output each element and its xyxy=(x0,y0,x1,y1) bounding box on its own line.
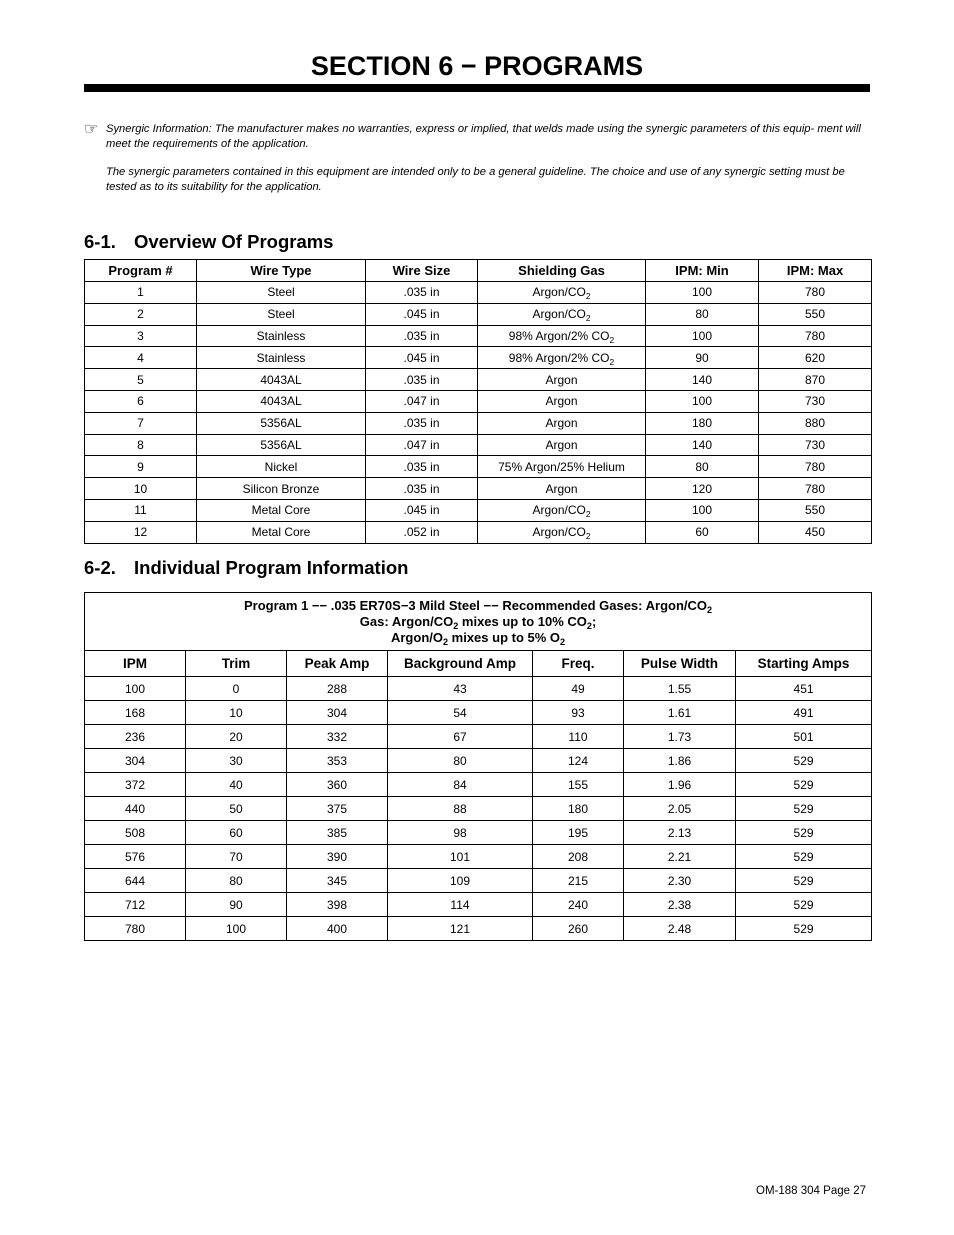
table-cell: 2.13 xyxy=(624,821,736,845)
table-cell: 870 xyxy=(759,369,872,391)
table-cell: 9 xyxy=(85,456,197,478)
table-cell: 215 xyxy=(533,869,624,893)
table-cell: 121 xyxy=(388,917,533,941)
table-cell: 491 xyxy=(736,701,872,725)
column-header: Wire Size xyxy=(366,260,478,282)
table-cell: 195 xyxy=(533,821,624,845)
table-cell: 529 xyxy=(736,773,872,797)
table-cell: 90 xyxy=(646,347,759,369)
table-cell: 98% Argon/2% $CO_2$ xyxy=(478,347,646,369)
table-cell: 90 xyxy=(186,893,287,917)
table-cell: 390 xyxy=(287,845,388,869)
table-cell: 80 xyxy=(646,303,759,325)
column-header: IPM: Max xyxy=(759,260,872,282)
table-cell: 101 xyxy=(388,845,533,869)
table-row xyxy=(85,347,872,369)
table-cell: 67 xyxy=(388,725,533,749)
table-cell: .035 in xyxy=(366,369,478,391)
table-cell: 12 xyxy=(85,521,197,543)
table-cell: 88 xyxy=(388,797,533,821)
note-paragraph-1: Synergic Information: The manufacturer makes no warranties, express or implied, that welds made using the synergic parameters of this equip- ment will meet the requirements of the application. xyxy=(106,123,861,150)
table-row xyxy=(85,369,872,391)
note-paragraph-2: The synergic parameters contained in this equipment are intended only to be a general guideline. The choice and use of any synergic setting must be tested as to its suitability for the application. xyxy=(106,166,845,193)
section-title: Individual Program Information xyxy=(134,557,409,578)
table-cell: 5356AL xyxy=(197,412,366,434)
section-heading-individual xyxy=(84,557,408,579)
column-header: Wire Type xyxy=(197,260,366,282)
table-row xyxy=(85,521,872,543)
table-row xyxy=(85,325,872,347)
table-cell: 100 xyxy=(646,499,759,521)
table-cell: 40 xyxy=(186,773,287,797)
table-cell: 4043AL xyxy=(197,390,366,412)
table-cell: 288 xyxy=(287,677,388,701)
table-cell: 2.21 xyxy=(624,845,736,869)
table-row xyxy=(85,456,872,478)
table-cell: 712 xyxy=(85,893,186,917)
table-cell: 780 xyxy=(85,917,186,941)
table-cell: Steel xyxy=(197,303,366,325)
table-cell: 110 xyxy=(533,725,624,749)
table-cell: 98% Argon/2% $CO_2$ xyxy=(478,325,646,347)
table-cell: 60 xyxy=(186,821,287,845)
table-cell: 140 xyxy=(646,369,759,391)
table-cell: 155 xyxy=(533,773,624,797)
table-cell: 6 xyxy=(85,390,197,412)
table-row xyxy=(85,478,872,500)
table-cell: 730 xyxy=(759,434,872,456)
table-cell: Argon xyxy=(478,390,646,412)
table-cell: 140 xyxy=(646,434,759,456)
table-cell: .045 in xyxy=(366,499,478,521)
table-cell: 10 xyxy=(186,701,287,725)
table-cell: 260 xyxy=(533,917,624,941)
table-row xyxy=(85,725,872,749)
table-cell: Argon xyxy=(478,369,646,391)
column-header: Program # xyxy=(85,260,197,282)
table-row xyxy=(85,845,872,869)
table-cell: 375 xyxy=(287,797,388,821)
section-number: 6-1. xyxy=(84,231,116,252)
table-cell: 180 xyxy=(533,797,624,821)
table-cell: 529 xyxy=(736,917,872,941)
table-cell: Stainless xyxy=(197,325,366,347)
table-cell: 730 xyxy=(759,390,872,412)
column-header: Pulse Width xyxy=(624,651,736,677)
table-row xyxy=(85,893,872,917)
column-header: Shielding Gas xyxy=(478,260,646,282)
table-header-row xyxy=(85,651,872,677)
synergic-note xyxy=(84,122,870,195)
table-cell: .047 in xyxy=(366,390,478,412)
column-header: Peak Amp xyxy=(287,651,388,677)
section-title: Overview Of Programs xyxy=(134,231,334,252)
table-cell: 7 xyxy=(85,412,197,434)
table-cell: 2.30 xyxy=(624,869,736,893)
column-header: Background Amp xyxy=(388,651,533,677)
table-cell: Silicon Bronze xyxy=(197,478,366,500)
table-cell: 49 xyxy=(533,677,624,701)
table-cell: 450 xyxy=(759,521,872,543)
column-header: IPM xyxy=(85,651,186,677)
table-cell: 80 xyxy=(186,869,287,893)
table-row xyxy=(85,412,872,434)
table-cell: 43 xyxy=(388,677,533,701)
table-cell: 80 xyxy=(388,749,533,773)
table-row xyxy=(85,797,872,821)
column-header: Freq. xyxy=(533,651,624,677)
table-cell: 100 xyxy=(646,390,759,412)
table-cell: 80 xyxy=(646,456,759,478)
table-cell: 84 xyxy=(388,773,533,797)
table-cell: Stainless xyxy=(197,347,366,369)
table-cell: 332 xyxy=(287,725,388,749)
table-cell: 550 xyxy=(759,499,872,521)
pointing-hand-icon: ☞ xyxy=(84,121,99,138)
table-cell: Argon/$CO_2$ xyxy=(478,282,646,304)
table-cell: 780 xyxy=(759,282,872,304)
title-rule xyxy=(84,84,870,92)
caption-line: Gas: Argon/$CO_2$ mixes up to 10% $CO_2$; xyxy=(359,613,597,631)
table-cell: 780 xyxy=(759,325,872,347)
table-row xyxy=(85,917,872,941)
overview-table xyxy=(84,259,872,544)
table-cell: .052 in xyxy=(366,521,478,543)
table-row xyxy=(85,499,872,521)
table-cell: Metal Core xyxy=(197,521,366,543)
table-cell: .035 in xyxy=(366,325,478,347)
table-cell: 2.05 xyxy=(624,797,736,821)
table-cell: 0 xyxy=(186,677,287,701)
table-row xyxy=(85,821,872,845)
table-cell: 780 xyxy=(759,456,872,478)
table-cell: 398 xyxy=(287,893,388,917)
table-cell: 880 xyxy=(759,412,872,434)
table-cell: 780 xyxy=(759,478,872,500)
table-cell: Metal Core xyxy=(197,499,366,521)
table-row xyxy=(85,677,872,701)
table-caption-row xyxy=(85,593,872,651)
table-cell: 4 xyxy=(85,347,197,369)
table-row xyxy=(85,701,872,725)
table-row xyxy=(85,773,872,797)
table-cell: 93 xyxy=(533,701,624,725)
table-cell: 644 xyxy=(85,869,186,893)
table-cell: 100 xyxy=(646,325,759,347)
table-cell: 60 xyxy=(646,521,759,543)
table-cell: .047 in xyxy=(366,434,478,456)
table-cell: 1.73 xyxy=(624,725,736,749)
table-cell: 508 xyxy=(85,821,186,845)
table-cell: 75% Argon/25% Helium xyxy=(478,456,646,478)
table-cell: .035 in xyxy=(366,456,478,478)
table-cell: 180 xyxy=(646,412,759,434)
table-header-row xyxy=(85,260,872,282)
table-cell: Argon/$CO_2$ xyxy=(478,499,646,521)
table-cell: 109 xyxy=(388,869,533,893)
table-cell: 529 xyxy=(736,869,872,893)
table-cell: 360 xyxy=(287,773,388,797)
table-cell: 501 xyxy=(736,725,872,749)
table-cell: 1.86 xyxy=(624,749,736,773)
table-cell: 1.96 xyxy=(624,773,736,797)
table-cell: 240 xyxy=(533,893,624,917)
table-cell: 208 xyxy=(533,845,624,869)
table-cell: 20 xyxy=(186,725,287,749)
table-cell: 576 xyxy=(85,845,186,869)
table-cell: 345 xyxy=(287,869,388,893)
table-cell: .045 in xyxy=(366,303,478,325)
table-row xyxy=(85,869,872,893)
table-cell: Argon xyxy=(478,412,646,434)
table-cell: 3 xyxy=(85,325,197,347)
table-cell: 168 xyxy=(85,701,186,725)
caption-line: Argon/$O_2$ mixes up to 5% $O_2$ xyxy=(390,629,566,647)
table-cell: 1 xyxy=(85,282,197,304)
table-cell: 50 xyxy=(186,797,287,821)
table-cell: .035 in xyxy=(366,282,478,304)
table-cell: 304 xyxy=(287,701,388,725)
page-footer: OM-188 304 Page 27 xyxy=(756,1185,866,1197)
table-cell: 529 xyxy=(736,893,872,917)
column-header: Starting Amps xyxy=(736,651,872,677)
table-cell: 550 xyxy=(759,303,872,325)
table-cell: 2.48 xyxy=(624,917,736,941)
table-cell: 11 xyxy=(85,499,197,521)
table-cell: 529 xyxy=(736,845,872,869)
table-cell: 529 xyxy=(736,821,872,845)
table-cell: 30 xyxy=(186,749,287,773)
table-cell: 400 xyxy=(287,917,388,941)
section-number: 6-2. xyxy=(84,557,116,578)
table-cell: .035 in xyxy=(366,412,478,434)
table-cell: 529 xyxy=(736,797,872,821)
table-cell: 10 xyxy=(85,478,197,500)
table-cell: 451 xyxy=(736,677,872,701)
table-cell: 529 xyxy=(736,749,872,773)
table-cell: 120 xyxy=(646,478,759,500)
table-cell: Steel xyxy=(197,282,366,304)
table-cell: .035 in xyxy=(366,478,478,500)
table-cell: 100 xyxy=(646,282,759,304)
table-cell: 8 xyxy=(85,434,197,456)
caption-line: Program 1 −− .035 ER70S−3 Mild Steel −− Recommended Gases: Argon/$CO_2$ xyxy=(244,597,713,615)
table-row xyxy=(85,434,872,456)
table-cell: Argon/$CO_2$ xyxy=(478,303,646,325)
table-cell: 440 xyxy=(85,797,186,821)
table-cell: 124 xyxy=(533,749,624,773)
page-title: SECTION 6 − PROGRAMS xyxy=(310,51,644,81)
table-cell: 70 xyxy=(186,845,287,869)
table-row xyxy=(85,749,872,773)
table-cell: 100 xyxy=(186,917,287,941)
table-cell: 54 xyxy=(388,701,533,725)
table-row xyxy=(85,303,872,325)
program-1-table xyxy=(84,592,872,941)
table-cell: .045 in xyxy=(366,347,478,369)
table-cell: 2 xyxy=(85,303,197,325)
table-cell: 5 xyxy=(85,369,197,391)
section-heading-overview xyxy=(84,231,333,253)
table-cell: 304 xyxy=(85,749,186,773)
table-cell: 114 xyxy=(388,893,533,917)
table-cell: 353 xyxy=(287,749,388,773)
table-cell: Argon/$CO_2$ xyxy=(478,521,646,543)
program-caption xyxy=(85,593,872,651)
table-cell: 98 xyxy=(388,821,533,845)
table-cell: 1.61 xyxy=(624,701,736,725)
table-cell: Argon xyxy=(478,434,646,456)
table-cell: 372 xyxy=(85,773,186,797)
table-cell: 100 xyxy=(85,677,186,701)
column-header: IPM: Min xyxy=(646,260,759,282)
table-cell: 236 xyxy=(85,725,186,749)
table-cell: 385 xyxy=(287,821,388,845)
table-cell: 5356AL xyxy=(197,434,366,456)
table-cell: Argon xyxy=(478,478,646,500)
column-header: Trim xyxy=(186,651,287,677)
table-row xyxy=(85,282,872,304)
table-cell: Nickel xyxy=(197,456,366,478)
table-row xyxy=(85,390,872,412)
table-cell: 4043AL xyxy=(197,369,366,391)
table-cell: 2.38 xyxy=(624,893,736,917)
table-cell: 620 xyxy=(759,347,872,369)
table-cell: 1.55 xyxy=(624,677,736,701)
